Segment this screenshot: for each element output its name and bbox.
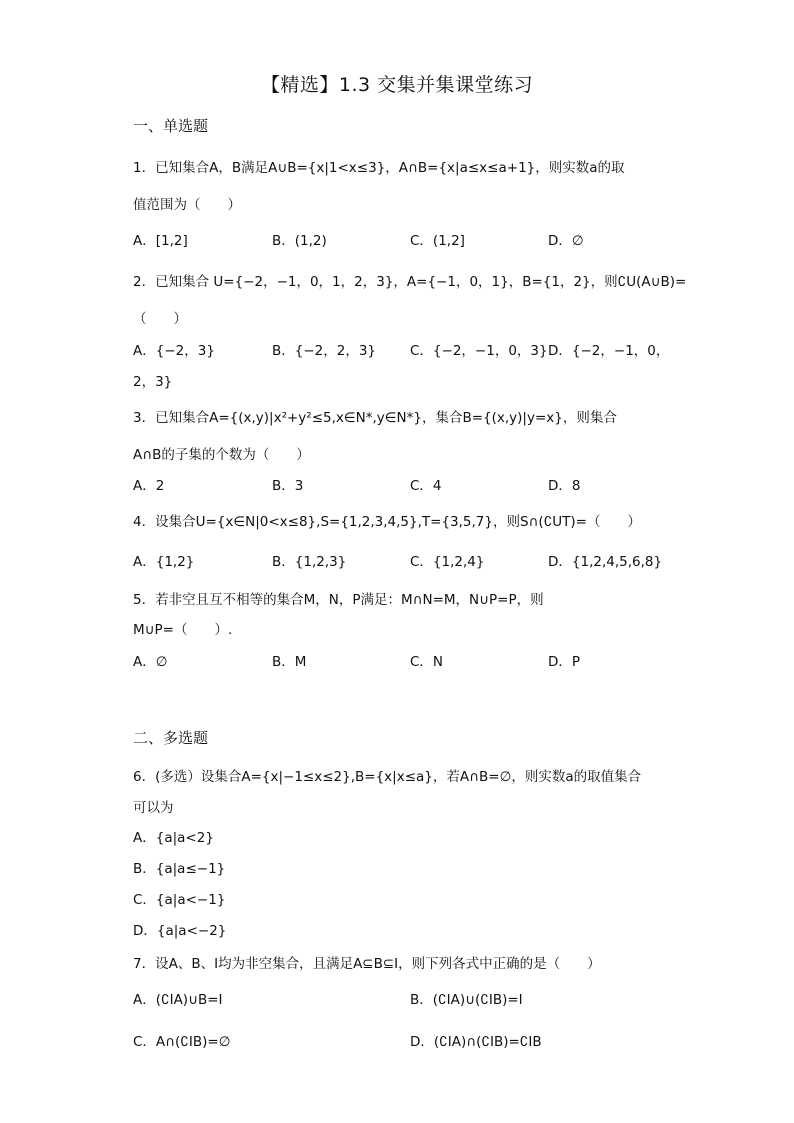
- question-6-stem: 6．(多选）设集合A={x|−1≤x≤2},B={x|x≤a}，若A∩B=∅，则实数a的取值集合: [133, 769, 642, 785]
- q7-option-a: A．(∁IA)∪B=I: [133, 992, 223, 1008]
- q3-option-a: A．2: [133, 478, 165, 494]
- q2-option-b: B．{−2，2，3}: [272, 343, 377, 359]
- q4-option-c: C．{1,2,4}: [410, 554, 485, 570]
- section-heading-multiple-choice: 二、多选题: [133, 729, 209, 747]
- question-1-stem-cont: 值范围为（ ）: [133, 197, 241, 213]
- question-1-stem: 1．已知集合A，B满足A∪B={x|1<x≤3}，A∩B={x|a≤x≤a+1}，则实数a的取: [133, 160, 625, 176]
- section-heading-single-choice: 一、单选题: [133, 117, 209, 135]
- question-3-stem: 3．已知集合A={(x,y)|x²+y²≤5,x∈N*,y∈N*}，集合B={(x,y)|y=x}，则集合: [133, 410, 617, 426]
- q6-option-b: B．{a|a≤−1}: [133, 861, 226, 877]
- q4-option-d: D．{1,2,4,5,6,8}: [548, 554, 663, 570]
- q5-option-c: C．N: [410, 654, 444, 670]
- q6-option-a: A．{a|a<2}: [133, 830, 214, 846]
- q6-option-c: C．{a|a<−1}: [133, 892, 226, 908]
- question-5-stem-cont: M∪P=（ ）.: [133, 622, 233, 638]
- q1-option-c: C．(1,2]: [410, 233, 465, 249]
- q2-option-c: C．{−2，−1，0，3}: [410, 343, 548, 359]
- q2-option-d: D．{−2，−1，0，: [548, 343, 670, 359]
- q5-option-d: D．P: [548, 654, 581, 670]
- q3-option-c: C．4: [410, 478, 442, 494]
- question-3-stem-cont: A∩B的子集的个数为（ ）: [133, 447, 310, 463]
- q4-option-b: B．{1,2,3}: [272, 554, 347, 570]
- q7-option-c: C．A∩(∁IB)=∅: [133, 1034, 231, 1050]
- q3-option-d: D．8: [548, 478, 581, 494]
- q5-option-b: B．M: [272, 654, 307, 670]
- q5-option-a: A．∅: [133, 654, 168, 670]
- q2-option-a: A．{−2，3}: [133, 343, 215, 359]
- q6-option-d: D．{a|a<−2}: [133, 923, 227, 939]
- q2-option-d-wrap: 2，3}: [133, 374, 173, 390]
- q7-option-b: B．(∁IA)∪(∁IB)=I: [410, 992, 523, 1008]
- q1-option-b: B．(1,2): [272, 233, 327, 249]
- q7-option-d: D．(∁IA)∩(∁IB)=∁IB: [410, 1034, 542, 1050]
- q3-option-b: B．3: [272, 478, 304, 494]
- q4-option-a: A．{1,2}: [133, 554, 195, 570]
- q1-option-d: D．∅: [548, 233, 584, 249]
- question-5-stem: 5．若非空且互不相等的集合M，N，P满足：M∩N=M，N∪P=P，则: [133, 592, 544, 608]
- question-7-stem: 7．设A、B、I均为非空集合，且满足A⊆B⊆I，则下列各式中正确的是（ ）: [133, 956, 601, 972]
- question-6-stem-cont: 可以为: [133, 800, 174, 816]
- question-2-stem-cont: （ ）: [133, 311, 187, 327]
- question-4-stem: 4．设集合U={x∈N|0<x≤8},S={1,2,3,4,5},T={3,5,7}，则S∩(∁UT)=（ ）: [133, 514, 641, 530]
- q1-option-a: A．[1,2]: [133, 233, 188, 249]
- question-2-stem: 2．已知集合 U={−2，−1，0，1，2，3}，A={−1，0，1}，B={1，2}，则∁U(A∪B)=: [133, 274, 687, 290]
- page-title: 【精选】1.3 交集并集课堂练习: [260, 74, 534, 96]
